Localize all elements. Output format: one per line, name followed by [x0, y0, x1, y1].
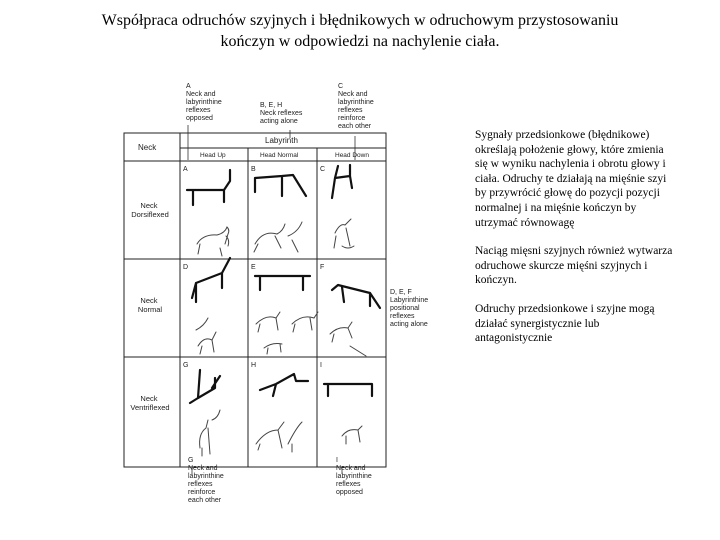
row-neck-normal: Neck Normal	[137, 296, 163, 314]
neck-header: Neck	[138, 143, 157, 152]
col-head-normal: Head Normal	[260, 152, 299, 159]
posture-d	[192, 258, 230, 302]
posture-sketches	[187, 165, 380, 403]
side-paragraph-3: Odruchy przedsionkowe i szyjne mogą działać synergistycznie lub antagonistycznie	[475, 302, 655, 345]
col-head-down: Head Down	[335, 152, 369, 159]
posture-e	[255, 276, 310, 290]
posture-h	[260, 374, 308, 396]
reflex-diagram	[80, 78, 475, 518]
row-neck-dorsiflexed: Neck Dorsiflexed	[131, 201, 169, 219]
cat-i	[342, 426, 362, 444]
label-g-reinforce: G Neck and labyrinthine reflexes reinforce each other	[188, 457, 224, 504]
cat-f	[330, 322, 366, 356]
cat-e2	[264, 344, 282, 355]
cat-e	[256, 312, 318, 332]
side-description	[475, 128, 675, 360]
cat-sketches	[196, 219, 366, 456]
posture-g	[190, 370, 220, 403]
cell-letter-a: A	[183, 166, 188, 173]
cat-a	[197, 227, 229, 256]
label-def-labyrinthine: D, E, F Labyrinthine positional reflexes acting alone	[390, 289, 429, 328]
side-paragraph-1: Sygnały przedsionkowe (błędnikowe) określają położenie głowy, które zmienia się w wyniku nachylenia i obrotu głowy i ciała. Odruchy te działają na mięśnie szyi by przywrócić głowę do pozycji pozycji normalnej i na mięśnie kończyn by utrzymać równowagę	[475, 129, 667, 229]
label-c-reinforce: C Neck and labyrinthine reflexes reinforce each other	[338, 83, 374, 130]
cat-h	[256, 422, 302, 452]
slide-title	[40, 10, 680, 52]
posture-a	[187, 170, 230, 205]
reflex-figure	[80, 78, 475, 518]
side-paragraph-2: Naciąg mięsni szyjnych również wytwarza odruchowe skurcze mięśni szyjnych i kończyn.	[475, 245, 673, 287]
cell-letter-g: G	[183, 362, 189, 369]
cat-c	[334, 219, 354, 248]
cat-d	[196, 318, 216, 354]
cell-letter-i: I	[320, 362, 322, 369]
labyrinth-header: Labyrinth	[265, 136, 298, 145]
cell-letter-c: C	[320, 166, 326, 173]
label-i-opposed: I Neck and labyrinthine reflexes opposed	[336, 457, 372, 496]
cell-letter-f: F	[320, 264, 325, 271]
posture-i	[324, 384, 372, 396]
cell-letter-d: D	[183, 264, 189, 271]
label-beh-neck-alone: B, E, H Neck reflexes acting alone	[260, 102, 303, 125]
row-neck-ventriflexed: Neck Ventriflexed	[130, 394, 170, 412]
cell-letter-e: E	[251, 264, 256, 271]
title-line-1: Współpraca odruchów szyjnych i błędnikowych w odruchowym przystosowaniu	[101, 12, 619, 29]
cell-letter-h: H	[251, 362, 257, 369]
cat-g	[200, 410, 220, 456]
label-a-opposed: A Neck and labyrinthine reflexes opposed	[186, 83, 222, 122]
posture-c	[332, 165, 352, 198]
posture-f	[332, 285, 380, 308]
cat-b	[254, 222, 302, 252]
title-line-2: kończyn w odpowiedzi na nachylenie ciała.	[220, 33, 500, 50]
col-head-up: Head Up	[200, 152, 226, 159]
posture-b	[255, 175, 306, 196]
cell-letter-b: B	[251, 166, 256, 173]
